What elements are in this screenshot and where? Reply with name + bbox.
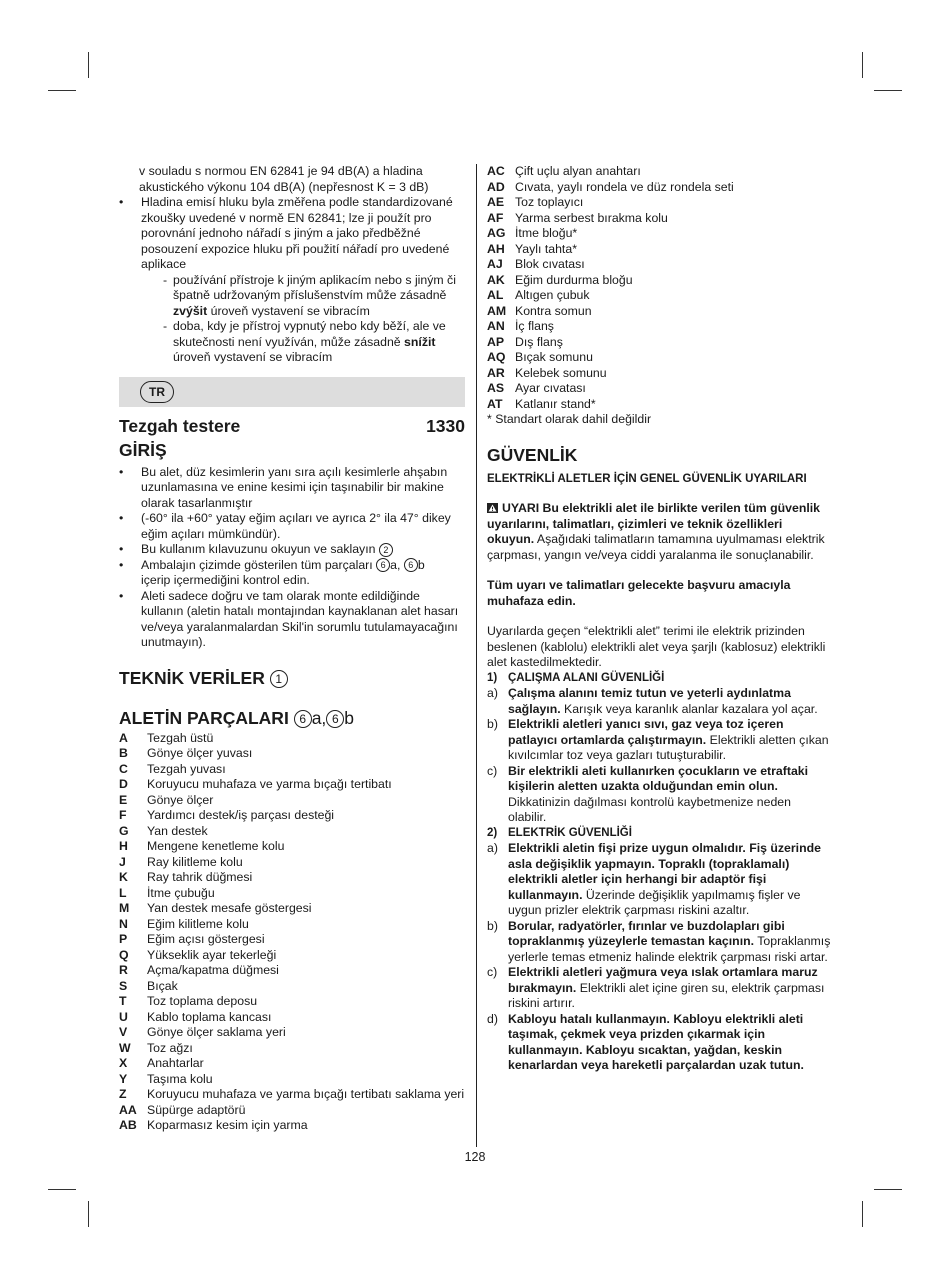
part-row <box>487 350 734 366</box>
part-row <box>119 1010 464 1026</box>
crop-mark <box>88 52 89 78</box>
part-label: Altıgen çubuk <box>515 288 590 302</box>
part-row <box>487 180 734 196</box>
part-row <box>119 963 464 979</box>
part-row <box>487 226 734 242</box>
part-code: R <box>119 963 128 977</box>
part-row <box>119 1072 464 1088</box>
safety-item-label: a) <box>487 841 498 855</box>
part-label: Süpürge adaptörü <box>147 1102 246 1117</box>
safety-item-text: Topraklanmış yerlerle temas etmeniz halinde elektrik çarpması riski artar. <box>508 934 831 964</box>
part-label: Yükseklik ayar tekerleği <box>147 947 277 962</box>
part-code: AB <box>119 1118 137 1132</box>
safety-item <box>487 965 832 1012</box>
dash-text: doba, kdy je přístroj vypnutý nebo kdy běží, ale ve skutečnosti není využíván, může zásadně <box>173 319 446 349</box>
part-code: Y <box>119 1071 128 1086</box>
part-code: K <box>119 870 128 884</box>
part-label: Blok cıvatası <box>515 257 585 271</box>
noise-bullets <box>119 195 465 366</box>
safety-item <box>487 686 832 717</box>
part-label: Yan destek mesafe göstergesi <box>147 901 312 915</box>
part-code: AT <box>487 396 503 411</box>
part-code: AM <box>487 303 507 318</box>
part-row <box>487 242 734 258</box>
part-label: İç flanş <box>515 319 554 333</box>
section-title-text: ELEKTRİK GÜVENLİĞİ <box>508 826 632 839</box>
part-label: Dış flanş <box>515 334 563 349</box>
part-label: Ray kilitleme kolu <box>147 854 243 869</box>
safety-item-text: Üzerinde değişiklik yapılmamış fişler ve uygun prizler elektrik çarpması riskini azaltır. <box>508 887 801 917</box>
part-label: Eğim kilitleme kolu <box>147 916 249 931</box>
keep-instructions <box>487 578 832 609</box>
part-row <box>119 777 464 793</box>
intro-bullet <box>119 542 465 558</box>
tech-heading-text: TEKNİK VERİLER <box>119 667 265 688</box>
part-row <box>487 288 734 304</box>
intro-bullet <box>119 558 465 589</box>
part-label: Eğim açısı göstergesi <box>147 932 265 946</box>
part-code: U <box>119 1009 128 1024</box>
safety-item-label: c) <box>487 965 498 979</box>
section-1-items <box>487 686 832 826</box>
part-code: H <box>119 839 128 853</box>
figure-ref-6: 6 <box>294 710 312 728</box>
part-row <box>119 762 464 778</box>
intro-bullet: • (-60° ila +60° yatay eğim açıları ve ayrıca 2° ila 47° dikey eğim açıları mümkündür). <box>119 511 465 542</box>
part-code: AH <box>487 241 505 256</box>
intro-bullet: • Aleti sadece doğru ve tam olarak monte edildiğinde kullanın (aletin hatalı montajından kaynaklanan alet hasarı ve/veya yaralanmalardan Skil'in sorumlu tutulamayacağını unutmayın). <box>119 589 465 651</box>
figure-ref-6: 6 <box>404 558 418 572</box>
part-row <box>119 1041 464 1057</box>
safety-item-label: c) <box>487 763 498 778</box>
crop-mark <box>48 90 76 91</box>
intro-bullets <box>119 465 465 651</box>
part-row <box>119 1087 464 1103</box>
part-label: Anahtarlar <box>147 1056 204 1070</box>
part-row <box>487 164 734 180</box>
crop-mark <box>862 52 863 78</box>
safety-item <box>487 919 832 966</box>
part-code: AC <box>487 164 505 178</box>
part-label: Toz toplayıcı <box>515 195 584 209</box>
part-row <box>487 381 734 397</box>
part-row <box>487 304 734 320</box>
part-row <box>119 948 464 964</box>
safety-item-label: a) <box>487 686 498 700</box>
tool-model: 1330 <box>426 415 465 436</box>
tool-title-row <box>119 416 465 436</box>
part-code: AQ <box>487 350 506 364</box>
dash-text: používání přístroje k jiným aplikacím nebo s jiným či špatně udržovaným příslušenstvím může zásadně <box>173 272 456 302</box>
safety-heading: GÜVENLİK <box>487 444 578 465</box>
part-code: W <box>119 1040 131 1055</box>
noise-bullet-text: Hladina emisí hluku byla změřena podle standardizované zkoušky uvedené v normě EN 62841; lze ji použít pro porovnání jednoho nářadí s jiným a jako předběžné posouzení expozice hluku při použití nářadí pro uvedené aplikace <box>141 195 453 271</box>
part-label: Bıçak <box>147 978 178 993</box>
part-row <box>487 366 734 382</box>
section-title-text: ÇALIŞMA ALANI GÜVENLİĞİ <box>508 671 665 684</box>
part-label: Çift uçlu alyan anahtarı <box>515 164 641 178</box>
part-row <box>119 901 464 917</box>
part-label: Toz toplama deposu <box>147 994 258 1008</box>
part-row <box>119 870 464 886</box>
part-code: AG <box>487 226 506 240</box>
dash-item <box>163 319 465 366</box>
section-2-title <box>487 826 832 842</box>
dash-text: úroveň vystavení se vibracím <box>173 350 333 364</box>
crop-mark <box>88 1201 89 1227</box>
part-row <box>487 397 734 413</box>
figure-ref-suffix: a, <box>390 557 401 572</box>
intro-bullet-text: Bu kullanım kılavuzunu okuyun ve saklayın <box>141 542 376 556</box>
intro-bullet-text: içerip içermediğini kontrol edin. <box>141 573 310 587</box>
parts-list-continued <box>487 164 734 412</box>
part-row <box>119 1103 464 1119</box>
section-number: 1) <box>487 671 498 684</box>
crop-mark <box>862 1201 863 1227</box>
part-code: AR <box>487 365 505 380</box>
term-paragraph: Uyarılarda geçen “elektrikli alet” terimi ile elektrik prizinden beslenen (kablolu) elektrikli alet veya şarjlı (kablosuz) elektrikli alet kastedilmektedir. <box>487 624 826 669</box>
column-divider <box>476 164 477 1147</box>
safety-item-bold: Borular, radyatörler, fırınlar ve buzdolapları gibi topraklanmış yüzeylerle temastan kaçının. <box>508 918 785 948</box>
parts-list <box>119 731 464 1134</box>
warning-triangle-icon <box>487 503 498 513</box>
figure-ref-6: 6 <box>326 710 344 728</box>
safety-item <box>487 841 832 919</box>
safety-item <box>487 1012 832 1074</box>
part-row <box>119 808 464 824</box>
figure-ref-2: 2 <box>379 543 393 557</box>
part-label: Ayar cıvatası <box>515 381 586 395</box>
part-label: Gönye ölçer saklama yeri <box>147 1025 286 1039</box>
part-code: B <box>119 746 128 760</box>
part-row <box>119 746 464 762</box>
left-column <box>119 164 465 1134</box>
noise-dash-list <box>141 273 465 366</box>
part-code: AP <box>487 334 505 349</box>
part-code: AN <box>487 319 505 333</box>
general-safety-heading: ELEKTRİKLİ ALETLER İÇİN GENEL GÜVENLİK UYARILARI <box>487 472 807 485</box>
part-row <box>119 731 464 747</box>
part-label: Mengene kenetleme kolu <box>147 839 285 853</box>
part-label: İtme çubuğu <box>147 885 215 900</box>
part-label: Koruyucu muhafaza ve yarma bıçağı tertibatı <box>147 777 392 791</box>
dash-item <box>163 273 465 320</box>
part-code: AS <box>487 381 505 395</box>
part-label: Ray tahrik düğmesi <box>147 870 253 884</box>
part-code: V <box>119 1025 128 1039</box>
safety-item-bold: Kabloyu hatalı kullanmayın. Kabloyu elektrikli aleti taşımak, çekmek veya prizden çıkarmak için kullanmayın. Kabloyu sıcaktan, yağdan, keskin kenarlardan veya hareketli parçalardan uzak tutun. <box>508 1011 804 1072</box>
safety-item <box>487 764 832 826</box>
footnote: * Standart olarak dahil değildir <box>487 412 652 426</box>
intro-heading: GİRİŞ <box>119 439 167 460</box>
safety-item-text: Elektrikli aletten çıkan kıvılcımlar toz veya gazları tutuşturabilir. <box>508 732 829 762</box>
safety-item-label: d) <box>487 1011 498 1026</box>
figure-ref-suffix: b <box>417 557 425 572</box>
part-row <box>119 886 464 902</box>
part-label: Gönye ölçer <box>147 792 214 807</box>
part-code: T <box>119 994 127 1008</box>
warning-bold-text: UYARI Bu elektrikli alet ile birlikte verilen tüm güvenlik uyarılarını, talimatları, çizimleri ve teknik özellikleri okuyun. <box>487 501 821 546</box>
part-code: Q <box>119 947 129 962</box>
page-number: 128 <box>464 1150 486 1164</box>
part-label: Kontra somun <box>515 303 592 318</box>
part-row <box>119 793 464 809</box>
part-label: Açma/kapatma düğmesi <box>147 963 279 977</box>
right-column <box>487 164 832 1074</box>
part-row <box>119 1025 464 1041</box>
safety-item-label: b) <box>487 717 498 731</box>
part-label: Katlanır stand* <box>515 396 596 411</box>
parts-heading <box>119 707 465 729</box>
tech-heading <box>119 667 465 689</box>
part-code: L <box>119 885 127 900</box>
tool-name: Tezgah testere <box>119 415 241 436</box>
safety-item-bold: Elektrikli aletin fişi prize uygun olmalıdır. Fiş üzerinde asla değişiklik yapmayın. Topraklı (topraklamalı) elektrikli aletler için herhangi bir adaptör fişi kullanmayın. <box>508 841 821 902</box>
part-label: Kelebek somunu <box>515 365 607 380</box>
part-row <box>119 855 464 871</box>
part-label: Taşıma kolu <box>147 1071 213 1086</box>
language-bar <box>119 377 465 407</box>
safety-item-bold: Çalışma alanını temiz tutun ve yeterli aydınlatma sağlayın. <box>508 686 791 716</box>
safety-item-bold: Elektrikli aletleri yanıcı sıvı, gaz veya toz içeren patlayıcı ortamlarda çalıştırmayın. <box>508 717 784 747</box>
part-row <box>119 979 464 995</box>
part-label: Yaylı tahta* <box>515 241 577 256</box>
section-number: 2) <box>487 826 498 839</box>
part-code: M <box>119 901 130 915</box>
dash-bold: snížit <box>404 334 436 349</box>
part-code: N <box>119 916 128 931</box>
safety-item-text: Elektrikli alet içine giren su, elektrik çarpması riskini artırır. <box>508 980 825 1010</box>
part-code: E <box>119 792 128 807</box>
safety-item-bold: Elektrikli aletleri yağmura veya ıslak ortamlara maruz bırakmayın. <box>508 965 818 995</box>
safety-item-bold: Bir elektrikli aleti kullanırken çocukların ve etraftaki kişilerin aletten uzakta olduğundan emin olun. <box>508 763 809 793</box>
part-code: AJ <box>487 257 503 271</box>
part-code: AA <box>119 1102 137 1117</box>
part-code: D <box>119 777 128 791</box>
part-label: Gönye ölçer yuvası <box>147 746 253 760</box>
crop-mark <box>874 90 902 91</box>
safety-item-text: Dikkatinizin dağılması kontrolü kaybetmenize neden olabilir. <box>508 794 791 824</box>
figure-ref-suffix: a, <box>311 707 327 728</box>
part-code: A <box>119 730 128 745</box>
part-row <box>119 1056 464 1072</box>
part-code: C <box>119 761 128 776</box>
part-row <box>119 932 464 948</box>
part-code: J <box>119 854 126 869</box>
intro-bullet: • Bu alet, düz kesimlerin yanı sıra açılı kesimlerle ahşabın uzunlamasına ve enine kesimi için taşınabilir bir makine olarak tasarlanmıştır <box>119 465 465 512</box>
part-code: S <box>119 978 128 993</box>
crop-mark <box>48 1189 76 1190</box>
part-code: G <box>119 823 129 838</box>
part-code: AD <box>487 179 505 194</box>
part-code: AE <box>487 195 505 209</box>
part-row <box>487 211 734 227</box>
figure-ref-6: 6 <box>376 558 390 572</box>
part-label: Yan destek <box>147 823 208 838</box>
noise-intro-paragraph: v souladu s normou EN 62841 je 94 dB(A) a hladina akustického výkonu 104 dB(A) (nepřesnost K = 3 dB) <box>139 164 429 194</box>
figure-ref-suffix: b <box>344 707 355 728</box>
safety-item-text: Karışık veya karanlık alanlar kazalara yol açar. <box>560 701 818 716</box>
part-label: Bıçak somunu <box>515 350 593 364</box>
part-label: Kablo toplama kancası <box>147 1009 272 1024</box>
part-row <box>119 839 464 855</box>
figure-ref-1: 1 <box>270 670 288 688</box>
warning-text: Aşağıdaki talimatların tamamına uyulmaması elektrik çarpması, yangın ve/veya ciddi yaralanma ile sonuçlanabilir. <box>487 532 825 562</box>
part-label: Eğim durdurma bloğu <box>515 272 633 287</box>
keep-bold-text: Tüm uyarı ve talimatları gelecekte başvuru amacıyla muhafaza edin. <box>487 578 791 608</box>
part-label: Yarma serbest bırakma kolu <box>515 210 668 225</box>
part-row <box>119 824 464 840</box>
section-2-items <box>487 841 832 1074</box>
safety-item-label: b) <box>487 918 498 933</box>
part-label: Tezgah üstü <box>147 730 214 745</box>
noise-bullet <box>119 195 465 366</box>
part-code: AF <box>487 210 504 225</box>
part-label: Cıvata, yaylı rondela ve düz rondela seti <box>515 179 734 194</box>
part-code: X <box>119 1056 128 1070</box>
part-label: Tezgah yuvası <box>147 761 226 776</box>
dash-bold: zvýšit <box>173 303 208 318</box>
part-row <box>487 319 734 335</box>
part-row <box>487 195 734 211</box>
part-label: İtme bloğu* <box>515 226 578 240</box>
part-code: Z <box>119 1087 127 1101</box>
part-row <box>487 273 734 289</box>
part-row <box>487 335 734 351</box>
safety-item <box>487 717 832 764</box>
warning-paragraph <box>487 501 832 563</box>
dash-text: úroveň vystavení se vibracím <box>207 303 370 318</box>
language-badge: TR <box>140 381 174 403</box>
parts-heading-text: ALETİN PARÇALARI <box>119 707 289 728</box>
section-1-title <box>487 671 832 687</box>
part-row <box>487 257 734 273</box>
part-code: P <box>119 932 128 946</box>
part-row <box>119 1118 464 1134</box>
crop-mark <box>874 1189 902 1190</box>
part-code: AK <box>487 272 505 287</box>
part-code: AL <box>487 288 504 302</box>
part-label: Toz ağzı <box>147 1040 193 1055</box>
part-label: Yardımcı destek/iş parçası desteği <box>147 808 335 822</box>
part-label: Koparmasız kesim için yarma <box>147 1118 308 1132</box>
part-row <box>119 917 464 933</box>
part-code: F <box>119 808 127 822</box>
part-row <box>119 994 464 1010</box>
intro-bullet-text: Ambalajın çizimde gösterilen tüm parçaları <box>141 557 373 572</box>
part-label: Koruyucu muhafaza ve yarma bıçağı tertibatı saklama yeri <box>147 1087 465 1101</box>
